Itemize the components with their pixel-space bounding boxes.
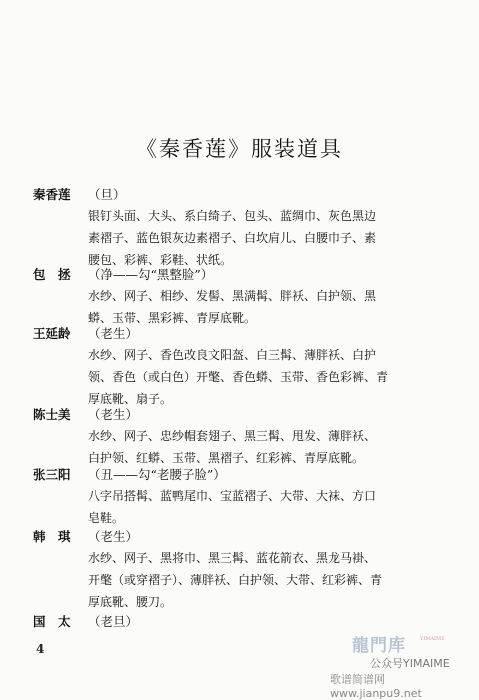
costume-line: 蟒、玉带、黑彩裤、青厚底靴。 xyxy=(88,311,257,325)
role-name: 国 太 xyxy=(33,614,71,629)
costume-line: 水纱、网子、香色改良文阳盔、白三髯、薄胖袄、白护 xyxy=(88,348,377,362)
costume-line: 领、香色（或白色）开氅、香色蟒、玉带、香色彩裤、青 xyxy=(88,370,389,384)
costume-line: 水纱、网子、忠纱帽套翅子、黑三髯、甩发、薄胖袄、 xyxy=(88,429,377,443)
costume-line: 厚底靴、扇子。 xyxy=(88,392,173,406)
costume-line: 水纱、网子、黑将巾、黑三髯、蓝花箭衣、黑龙马褂、 xyxy=(88,551,377,565)
costume-line: 腰包、彩裤、彩鞋、状纸。 xyxy=(88,253,233,267)
costume-items xyxy=(88,205,450,271)
costume-line: 水纱、网子、相纱、发髻、黑满髯、胖袄、白护领、黑 xyxy=(88,289,377,303)
page-title: 《秦香莲》服装道具 xyxy=(136,137,343,161)
costume-items xyxy=(88,485,450,529)
costume-items xyxy=(88,344,450,410)
costume-items xyxy=(88,425,450,469)
watermark-account: 公众号YIMAIME xyxy=(370,657,450,670)
role-name: 包 拯 xyxy=(33,267,71,282)
page-number: 4 xyxy=(36,642,45,656)
role-type: （老旦） xyxy=(88,614,139,629)
watermark-logo: 龍門库 xyxy=(352,636,406,656)
role-type: （老生） xyxy=(88,529,139,544)
role-name: 张三阳 xyxy=(33,467,71,482)
role-type: （丑——勾“老腰子脸”） xyxy=(88,467,226,482)
costume-line: 素褶子、蓝色银灰边素褶子、白坎肩儿、白腰巾子、素 xyxy=(88,231,377,245)
role-name: 陈士美 xyxy=(33,407,71,422)
costume-line: 八字吊搭髯、蓝鸭尾巾、宝蓝褶子、大带、大袜、方口 xyxy=(88,489,377,503)
costume-line: 皂鞋。 xyxy=(88,511,125,525)
role-name: 韩 琪 xyxy=(33,529,71,544)
costume-line: 银钉头面、大头、系白绮子、包头、蓝绸巾、灰色黑边 xyxy=(88,209,377,223)
costume-line: 开氅（或穿褶子）、薄胖袄、白护领、大带、红彩裤、青 xyxy=(88,573,383,587)
role-type: （净——勾“黑整脸”） xyxy=(88,267,214,282)
costume-items xyxy=(88,285,450,329)
watermark-site: 歌谱简谱网 www.jianpu9.net xyxy=(330,673,422,700)
role-name: 王延龄 xyxy=(33,326,71,341)
costume-items xyxy=(88,547,450,613)
role-type: （老生） xyxy=(88,326,139,341)
role-type: （老生） xyxy=(88,407,139,422)
watermark-logo-subtext: YIMAIME xyxy=(420,636,445,642)
costume-line: 厚底靴、腰刀。 xyxy=(88,595,173,609)
role-name: 秦香莲 xyxy=(33,187,71,202)
costume-line: 白护领、红蟒、玉带、黑褶子、红彩裤、青厚底靴。 xyxy=(88,451,365,465)
role-type: （旦） xyxy=(88,187,126,202)
